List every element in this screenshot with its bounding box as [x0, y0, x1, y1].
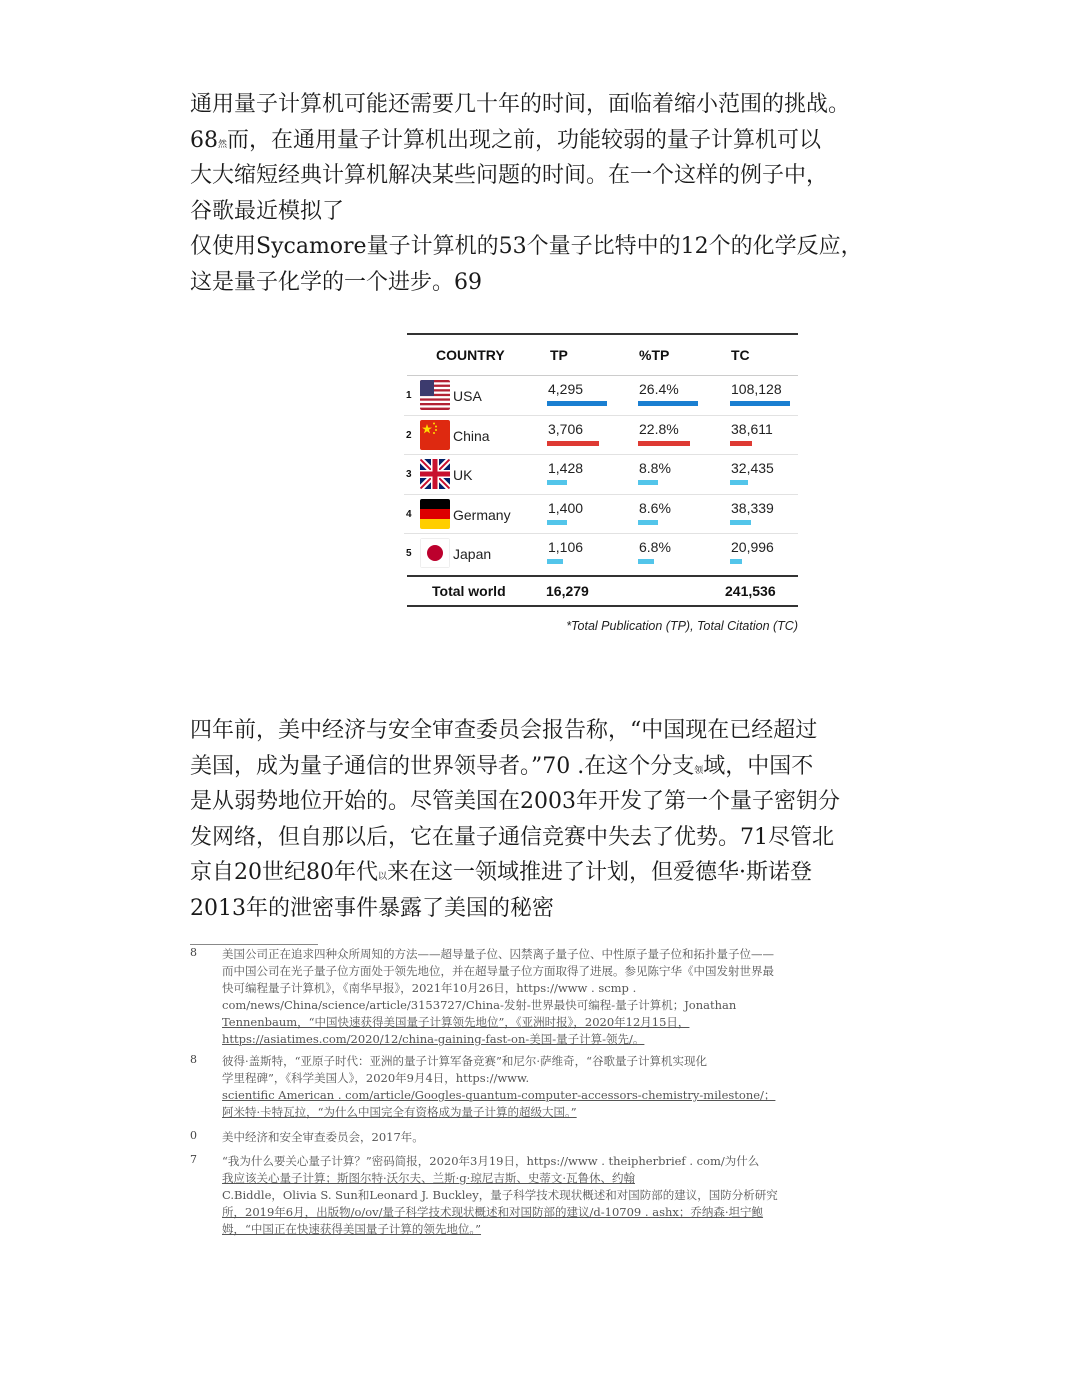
tp-value: 1,428	[548, 460, 584, 476]
tp-value: 1,106	[548, 539, 584, 555]
header-tc: TC	[731, 347, 750, 363]
small-char: 以	[378, 872, 388, 882]
footnote-line: 学里程碑”，《科学美国人》，2020年9月4日，https://www.	[222, 1071, 530, 1085]
country-name: UK	[453, 467, 473, 483]
pct-value: 8.6%	[639, 499, 671, 516]
pct-value: 6.8%	[639, 539, 671, 555]
tc-bar	[730, 441, 752, 446]
paragraph-line: 通用量子计算机可能还需要几十年的时间，面临着缩小范围的挑战。	[190, 92, 851, 117]
tp-bar	[547, 559, 563, 564]
tc-value: 32,435	[731, 460, 774, 476]
footnote-line: “我为什么要关心量子计算？”密码简报，2020年3月19日，https://www . theipherbrief . com/为什么	[222, 1154, 760, 1168]
pct-value: 22.8%	[639, 420, 679, 437]
tp-bar	[547, 520, 567, 525]
footnote-line: 我应该关心量子计算；斯图尔特·沃尔夫、兰斯·g·琼尼吉斯、史蒂文·瓦鲁休、约翰	[222, 1171, 635, 1185]
tc-bar	[730, 480, 748, 485]
pct-bar	[638, 441, 690, 446]
table-bottom-rule	[407, 605, 798, 607]
footnote-line: com/news/China/science/article/3153727/China-发射-世界最快可编程-量子计算机；Jonathan	[222, 998, 737, 1012]
footnote-number: 0	[190, 1129, 197, 1142]
tp-value: 3,706	[548, 420, 584, 437]
table-row	[404, 455, 798, 495]
footnote-line: 姆，“中国正在快速获得美国量子计算的领先地位。”	[222, 1222, 482, 1236]
tc-value: 20,996	[731, 539, 774, 555]
footnote-separator	[190, 944, 318, 945]
tp-bar	[547, 441, 599, 446]
footnote-line: 美中经济和安全审查委员会，2017年。	[222, 1130, 424, 1144]
japan-flag-icon	[420, 538, 450, 568]
pct-value: 26.4%	[639, 381, 679, 397]
table-row	[404, 376, 798, 416]
country-name: Germany	[453, 506, 511, 523]
footnote-ref: 68	[190, 127, 218, 153]
footnote-line: Tennenbaum，“中国快速获得美国量子计算领先地位”，《亚洲时报》，2020年12月15日，	[222, 1015, 690, 1029]
pct-bar	[638, 559, 654, 564]
pct-bar	[638, 401, 698, 406]
paragraph-line: 谷歌最近模拟了	[190, 198, 345, 224]
footnote-line: 彼得·盖斯特，“亚原子时代：亚洲的量子计算军备竞赛”和尼尔·萨维奇，“谷歌量子计算机实现化	[222, 1054, 707, 1068]
header-pct-tp: %TP	[639, 347, 670, 363]
footnote-line: 而中国公司在光子量子位方面处于领先地位，并在超导量子位方面取得了进展。参见陈宁华《中国发射世界最	[222, 964, 774, 978]
small-char: 然	[218, 139, 228, 150]
paragraph-text: 美国，成为量子通信的世界领导者。”70 .在这个分支	[190, 753, 695, 779]
footnote-line: C.Biddle，Olivia S. Sun和Leonard J. Buckley，量子科学技术现状概述和对国防部的建议，国防分析研究	[222, 1188, 778, 1202]
paragraph-line: 是从弱势地位开始的。尽管美国在2003年开发了第一个量子密钥分	[190, 789, 840, 814]
publication-table	[404, 333, 798, 633]
pct-value: 8.8%	[639, 460, 671, 476]
country-name: USA	[453, 388, 482, 404]
small-char: 领	[694, 765, 704, 776]
rank: 4	[406, 508, 412, 520]
tc-value: 108,128	[731, 381, 782, 397]
tc-value: 38,611	[731, 420, 773, 437]
tp-value: 1,400	[548, 499, 584, 516]
table-row	[404, 534, 798, 574]
paragraph-line	[190, 749, 850, 785]
footnote-line: 美国公司正在追求四种众所周知的方法——超导量子位、囚禁离子量子位、中性原子量子位和拓扑量子位——	[222, 947, 774, 961]
country-name: China	[453, 427, 490, 444]
footnote-number: 7	[190, 1153, 197, 1166]
footnote-line: 阿米特·卡特瓦拉，“为什么中国完全有资格成为量子计算的超级大国。”	[222, 1105, 577, 1119]
uk-flag-icon	[420, 459, 450, 489]
pct-bar	[638, 520, 658, 525]
paragraph-line: 仅使用Sycamore量子计算机的53个量子比特中的12个的化学反应，	[190, 234, 863, 259]
paragraph-line: 四年前，美中经济与安全审查委员会报告称，“中国现在已经超过	[190, 718, 818, 743]
footnote-number: 8	[190, 946, 197, 959]
paragraph-text: 京自20世纪80年代	[190, 860, 378, 885]
total-tp: 16,279	[546, 583, 589, 599]
total-tc: 241,536	[725, 583, 776, 599]
paragraph-line: 这是量子化学的一个进步。69	[190, 269, 482, 295]
usa-flag-icon	[420, 380, 450, 410]
tc-bar	[730, 520, 751, 525]
rank: 2	[406, 429, 412, 441]
paragraph-line	[190, 855, 850, 891]
country-name: Japan	[453, 546, 492, 562]
total-label: Total world	[432, 583, 506, 599]
table-row	[404, 495, 798, 535]
tp-bar	[547, 401, 607, 406]
footnote-number: 8	[190, 1053, 197, 1066]
footnote-link[interactable]: scientific American . com/article/Googles-quantum-computer-accessors-chemistry-milestone/；	[222, 1088, 776, 1102]
table-row	[404, 416, 798, 456]
tp-bar	[547, 480, 567, 485]
paragraph-text: 域，中国不	[703, 753, 814, 779]
germany-flag-icon	[420, 499, 450, 529]
paragraph-line: 发网络，但自那以后，它在量子通信竞赛中失去了优势。71尽管北	[190, 824, 834, 850]
tc-bar	[730, 401, 790, 406]
table-top-rule	[407, 333, 798, 335]
tc-bar	[730, 559, 742, 564]
total-rule	[407, 575, 798, 577]
paragraph-line: 大大缩短经典计算机解决某些问题的时间。在一个这样的例子中，	[190, 163, 829, 188]
tp-value: 4,295	[548, 381, 584, 397]
tc-value: 38,339	[731, 499, 774, 516]
footnote-line: 所，2019年6月，出版物/o/ov/量子科学技术现状概述和对国防部的建议/d-10709 . ashx；乔纳森·坦宁鲍	[222, 1205, 764, 1219]
rank: 1	[406, 390, 412, 401]
header-country: COUNTRY	[436, 347, 505, 363]
paragraph-line	[190, 123, 850, 159]
paragraph-1	[190, 87, 863, 300]
paragraph-text: 而，在通用量子计算机出现之前，功能较弱的量子计算机可以	[227, 127, 822, 153]
rank: 3	[406, 469, 412, 480]
pct-bar	[638, 480, 658, 485]
footnote-line: 快可编程量子计算机》，《南华早报》，2021年10月26日，https://www . scmp .	[222, 981, 637, 995]
paragraph-2	[190, 713, 850, 926]
table-caption: *Total Publication (TP), Total Citation (TC)	[566, 619, 798, 633]
china-flag-icon	[420, 420, 450, 450]
footnote-link[interactable]: https://asiatimes.com/2020/12/china-gaining-fast-on-美国-量子计算-领先/。	[222, 1032, 645, 1046]
paragraph-text: 来在这一领域推进了计划，但爱德华·斯诺登	[387, 860, 813, 885]
header-tp: TP	[550, 347, 568, 363]
paragraph-line: 2013年的泄密事件暴露了美国的秘密	[190, 895, 554, 921]
rank: 5	[406, 548, 412, 559]
